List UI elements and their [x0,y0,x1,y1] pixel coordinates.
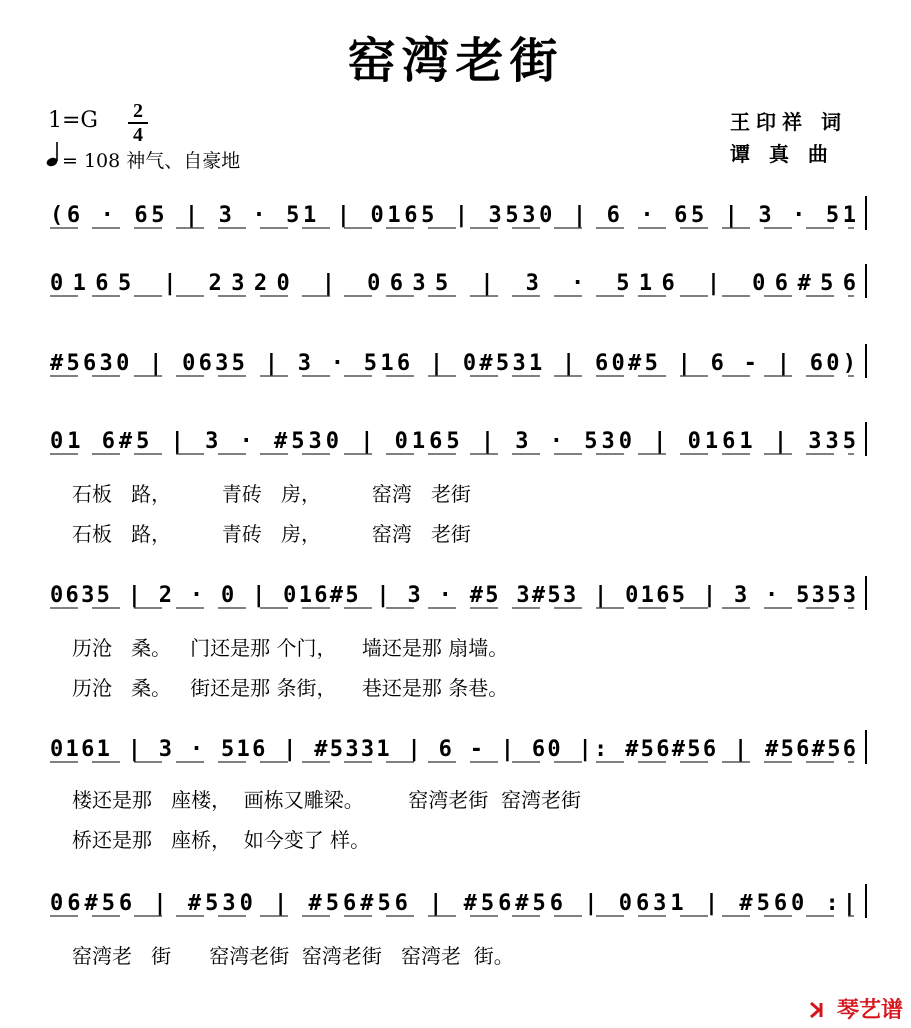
score-notation-text: 06#56 | #530 | #56#56 | #56#56 | 0631 | #560 :| [50,891,856,916]
score-notation-text: 0161 | 3 · 516 | #5331 | 6 - | 60 |: #56#56 | #56#56 [50,737,857,762]
score-notation-text: 0635 | 2 · 0 | 016#5 | 3 · #5 3#53 | 0165 | 3 · 5353 [50,583,857,608]
composer-credit: 谭 真 曲 [730,142,834,166]
lyric-line-6-verse-2: 桥还是那 座桥， 如今变了 样。 [72,828,371,852]
score-line [50,730,866,764]
tempo-marking: = 108 神气、自豪地 [62,150,241,172]
score-line [50,884,866,918]
score-notation-text: 0165 | 2320 | 0635 | 3 · 516 | 06#56 [50,271,856,296]
score-line [50,196,866,230]
lyric-line-4-verse-1: 石板 路， 青砖 房， 窑湾 老街 [72,482,471,506]
lyric-line-5-verse-2: 历沧 桑。 街还是那 条街， 巷还是那 条巷。 [72,676,509,700]
score-line [50,264,866,298]
watermark-logo-icon [809,1000,833,1020]
score-notation-text: #5630 | 0635 | 3 · 516 | 0#531 | 60#5 | 6 - | 60) [50,351,856,376]
key-signature: 1=G [48,108,99,133]
watermark-text: 琴艺谱 [836,998,903,1023]
lyricist-credit: 王印祥 词 [730,110,847,134]
watermark [809,993,903,1024]
score-line [50,422,866,456]
score-notation-text: (6 · 65 | 3 · 51 | 0165 | 3530 | 6 · 65 | 3 · 51 [50,203,856,228]
lyric-line-7-verse-1: 窑湾老 街 窑湾老街 窑湾老街 窑湾老 街。 [72,944,514,968]
time-signature-top: 2 [133,100,143,122]
lyric-line-6-verse-1: 楼还是那 座楼， 画栋又雕梁。 窑湾老街 窑湾老街 [72,788,582,812]
time-signature-bottom: 4 [133,124,143,146]
lyric-line-5-verse-1: 历沧 桑。 门还是那 个门， 墙还是那 扇墙。 [72,636,509,660]
score-line [50,344,866,378]
page-title: 窑湾老街 [347,33,564,89]
score-line [50,576,866,610]
lyric-line-4-verse-2: 石板 路， 青砖 房， 窑湾 老街 [72,522,471,546]
score-notation-text: 01 6#5 | 3 · #530 | 0165 | 3 · 530 | 0161 | 335 [50,429,856,454]
